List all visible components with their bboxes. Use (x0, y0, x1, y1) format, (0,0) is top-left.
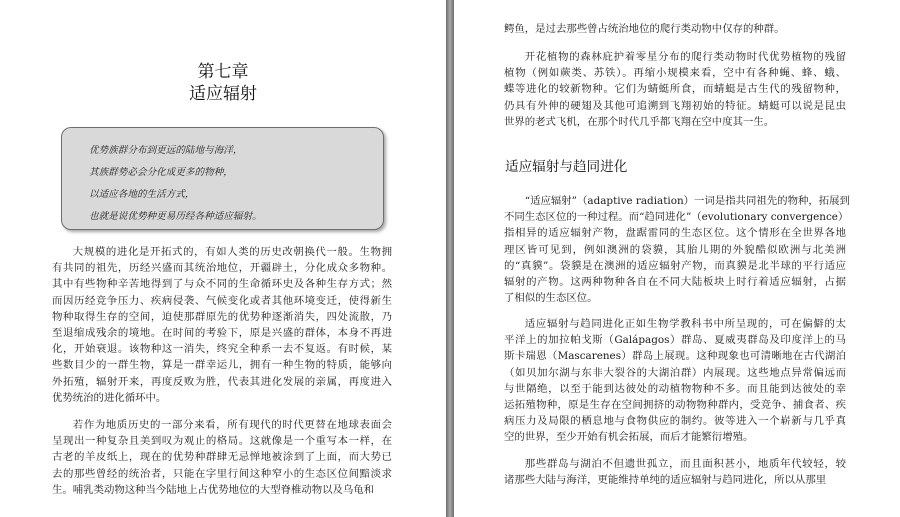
paragraph-line: 鳄鱼，是过去那些曾占统治地位的爬行类动物中仅存的种群。 (504, 23, 785, 35)
chapter-title: 适应辐射 (189, 84, 257, 104)
paragraph-line: 优势统治的进化循环中。 (52, 391, 167, 404)
paragraph-line: 与世隔绝，以至于能到达彼处的动植物物种不多。而且能到达彼处的幸 (504, 382, 846, 395)
paragraph-line: 古老的羊皮纸上，现在的优势种群肆无忌惮地被涂到了上面，而大势已 (52, 451, 392, 464)
paragraph-line: 物种取得生存的空间，迫使那群原先的优势种逐渐消失，四处流散，乃 (52, 310, 392, 323)
paragraph-line: 外拓殖，辐射开来，再度反败为胜，代表其进化发展的亲属，再度进入 (52, 375, 392, 388)
epigraph-line: 优势族群分布到更远的陆地与海洋， (89, 145, 243, 156)
section-heading: 适应辐射与趋同进化 (505, 159, 628, 175)
paragraph-line: 不同生态区位的一种过程。而“趋同进化”（evolutionary convergence） (504, 211, 849, 224)
paragraph-line: 平洋上的加拉帕戈斯（Galápagos）群岛、夏威夷群岛及印度洋上的马 (504, 334, 846, 347)
paragraph-line: 些数目少的一群生物，算是一群幸运儿，拥有一种生物的特质，能够向 (52, 359, 392, 372)
paragraph-line: 去的那些曾经的统治者，只能在字里行间这种窄小的生态区位间黯淡求 (52, 467, 392, 480)
epigraph-line: 以适应各地的生活方式， (89, 189, 195, 200)
paragraph-line: 斯卡瑞恩（Mascarenes）群岛上展现。这种现象也可清晰地在古代湖泊 (504, 350, 846, 363)
paragraph-line: 指相异的适应辐射产物，盘踞雷同的生态区位。这个情形在全世界各地 (504, 227, 846, 240)
paragraph-line: 大规模的进化是开拓式的，有如人类的历史改朝换代一般。生物拥 (72, 246, 392, 258)
paragraph-line: 植物（例如蕨类、苏铁）。再缩小规模来看，空中有各种蝇、蜂、蛾、 (504, 67, 846, 80)
paragraph-line: （如贝加尔湖与东非大裂谷的大湖泊群）内展现。这些地点异常偏远而 (504, 366, 846, 379)
paragraph-line: 病压力及局限的栖息地与食物供应的制约。彼等进入一个崭新与几乎真 (504, 415, 846, 428)
epigraph-line: 也就是说优势种更易历经各种适应辐射。 (89, 211, 262, 222)
right-page (454, 0, 900, 517)
page-gutter (446, 0, 454, 517)
epigraph-line: 其族群势必会分化成更多的物种， (89, 167, 233, 178)
paragraph-line: 的“真貘”。袋貘是在澳洲的适应辐射产物，而真貘是北半球的平行适应 (504, 259, 846, 272)
paragraph-line: 了相似的生态区位。 (504, 292, 598, 305)
paragraph-line: 理区皆可见到，例如澳洲的袋貘，其胎儿期的外貌酷似欧洲与北美洲 (504, 243, 846, 256)
paragraph-line: 生。哺乳类动物这种当今陆地上占优势地位的大型脊椎动物以及乌龟和 (52, 483, 375, 496)
paragraph-line: 开花植物的森林庇护着零星分布的爬行类动物时代优势植物的残留 (524, 51, 846, 63)
paragraph-line: 至退缩成残余的境地。在时间的考验下，原是兴盛的群体，本身不再进 (52, 327, 392, 340)
paragraph-line: 世界的老式飞机，在那个时代几乎都飞翔在空中度其一生。 (504, 115, 775, 128)
paragraph-line: 空的世界，至少开始有机会拓展，而后才能繁衍增殖。 (504, 431, 754, 444)
body-paragraph (52, 417, 392, 498)
epigraph-box (61, 127, 384, 230)
paragraph-line: 若作为地质历史的一部分来看，所有现代的时代更替在地球表面会 (72, 419, 392, 431)
paragraph-line: 化，开始衰退。该物种这一消失，终究全种系一去不复返。有时候，某 (52, 343, 392, 356)
paragraph-line: 那些群岛与湖泊不但遗世孤立，而且面积甚小，地质年代较轻，较 (524, 458, 846, 470)
paragraph-line: 辐射的产物。这两种物种各自在不同大陆板块上时行着适应辐射，占据 (504, 276, 846, 289)
paragraph-line: 而因历经竞争压力、疾病侵袭、气候变化或者其他环境变迁，使得新生 (52, 294, 392, 307)
paragraph-line: “适应辐射”（adaptive radiation）一词是指共同祖先的物种，拓展到 (524, 195, 850, 207)
body-paragraph (504, 21, 846, 37)
paragraph-line: 有共同的祖先，历经兴盛而其统治地位，开疆辟土，分化成众多物种。 (52, 262, 392, 275)
paragraph-line: 运拓殖物种，原是生存在空间拥挤的动物物种群内，受竞争、捕食者、疾 (504, 399, 846, 412)
paragraph-line: 其中有些物种辛苦地得到了与众不同的生命循环史及各种生存方式；然 (52, 278, 392, 291)
body-paragraph (52, 244, 392, 406)
body-paragraph (504, 316, 846, 446)
paragraph-line: 蝶等进化的较新物种。它们为蜻蜓所食，而蜻蜓是古生代的残留物种， (504, 83, 846, 96)
paragraph-line: 仍具有外伸的硬翅及其他可追溯到飞翔初始的特征。蜻蜓可以说是昆虫 (504, 99, 846, 112)
body-paragraph (504, 193, 850, 306)
paragraph-line: 呈现出一种复杂且美到叹为观止的格局。这就像是一个重写本一样，在 (52, 435, 392, 448)
chapter-number: 第七章 (197, 62, 249, 82)
body-paragraph (504, 49, 846, 130)
paragraph-line: 适应辐射与趋同进化正如生物学教科书中所呈现的，可在偏僻的太 (524, 318, 846, 330)
left-page (0, 0, 446, 517)
body-paragraph (504, 456, 846, 488)
paragraph-line: 诸那些大陆与海洋，更能维持单纯的适应辐射与趋同进化，所以从那里 (504, 474, 827, 487)
